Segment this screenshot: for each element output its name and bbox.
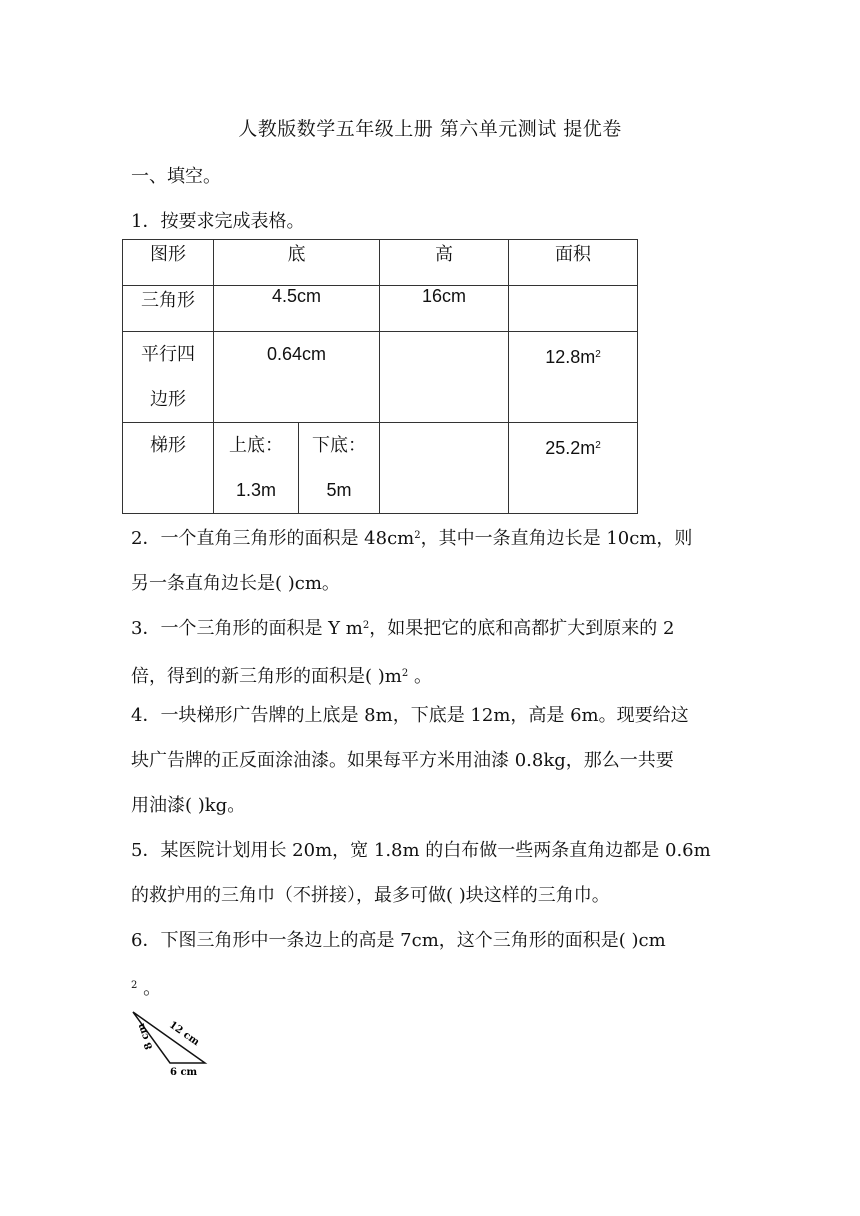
cell-height xyxy=(380,332,509,423)
area-unit-exponent: 2 xyxy=(595,440,601,451)
cell-shape: 梯形 xyxy=(123,423,214,514)
question-6-line-2: $^2$ 。 xyxy=(131,978,162,999)
area-value: 25.2m xyxy=(545,438,596,458)
question-3 xyxy=(131,603,731,699)
header-height: 高 xyxy=(380,240,509,286)
question-4-line-3: 用油漆( )kg。 xyxy=(131,795,246,816)
cell-area xyxy=(509,286,638,332)
section-heading: 一、填空。 xyxy=(131,166,221,187)
triangle-figure xyxy=(128,1008,218,1080)
table-header-row xyxy=(123,240,638,286)
question-2-line-1: 2．一个直角三角形的面积是 $48cm^2$，其中一条直角边长是 10cm，则 xyxy=(131,528,693,549)
triangle-label-short: 8 cm xyxy=(135,1021,156,1051)
cell-height xyxy=(380,423,509,514)
top-base-value: 1.3m xyxy=(235,480,277,500)
question-6-line-1: 6．下图三角形中一条边上的高是 7cm，这个三角形的面积是( )cm xyxy=(131,930,666,951)
cell-base: 0.64cm xyxy=(214,332,380,423)
cell-top-base xyxy=(214,423,299,514)
table-row xyxy=(123,332,638,423)
question-2-line-2: 另一条直角边长是( )cm。 xyxy=(131,573,340,594)
question-5-line-1: 5．某医院计划用长 20m，宽 1.8m 的白布做一些两条直角边都是 0.6m xyxy=(131,840,711,861)
question-4 xyxy=(131,693,731,828)
cell-bottom-base xyxy=(299,423,380,514)
question-5-line-2: 的救护用的三角巾（不拼接），最多可做( )块这样的三角巾。 xyxy=(131,885,610,906)
header-shape: 图形 xyxy=(123,240,214,286)
triangle-label-long: 12 cm xyxy=(166,1019,202,1049)
shape-line-2: 边形 xyxy=(150,389,186,410)
cell-shape xyxy=(123,332,214,423)
header-area: 面积 xyxy=(509,240,638,286)
question-2 xyxy=(131,513,731,606)
cell-area xyxy=(509,332,638,423)
bottom-base-label: 下底： xyxy=(312,435,366,456)
bottom-base-value: 5m xyxy=(326,480,352,500)
table-row xyxy=(123,423,638,514)
cell-area xyxy=(509,423,638,514)
question-4-line-1: 4．一块梯形广告牌的上底是 8m，下底是 12m，高是 6m。现要给这 xyxy=(131,705,689,726)
question-3-line-2: 倍，得到的新三角形的面积是( )$m^2$ 。 xyxy=(131,666,432,687)
cell-shape: 三角形 xyxy=(123,286,214,332)
header-base: 底 xyxy=(214,240,380,286)
area-unit-exponent: 2 xyxy=(595,349,601,360)
cell-base: 4.5cm xyxy=(214,286,380,332)
question-3-line-1: 3．一个三角形的面积是 Y $m^2$，如果把它的底和高都扩大到原来的 2 xyxy=(131,618,675,639)
area-value: 12.8m xyxy=(545,347,596,367)
page-title: 人教版数学五年级上册 第六单元测试 提优卷 xyxy=(238,118,622,140)
question-1: 1．按要求完成表格。 xyxy=(131,211,305,232)
top-base-label: 上底： xyxy=(229,435,283,456)
question-5 xyxy=(131,828,731,918)
question-6 xyxy=(131,918,731,1011)
shape-line-1: 平行四 xyxy=(141,344,195,365)
triangle-label-base: 6 cm xyxy=(170,1067,198,1078)
cell-height: 16cm xyxy=(380,286,509,332)
data-table xyxy=(122,239,638,514)
table-row xyxy=(123,286,638,332)
question-4-line-2: 块广告牌的正反面涂油漆。如果每平方米用油漆 0.8kg，那么一共要 xyxy=(131,750,674,771)
